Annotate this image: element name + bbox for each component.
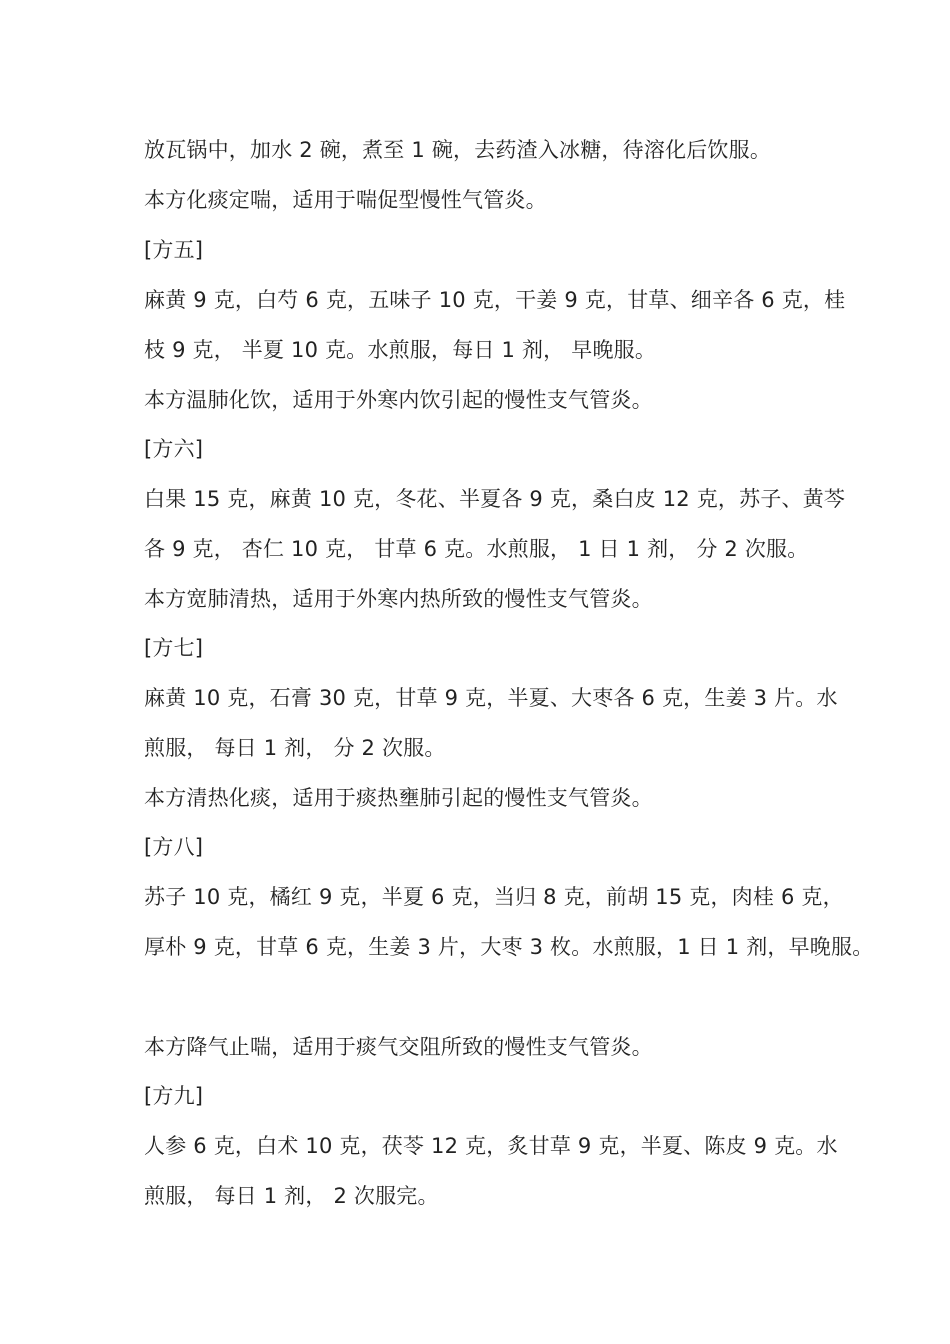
text-line: 煎服， 每日 1 剂， 2 次服完。 (144, 1184, 439, 1208)
text-line: 本方化痰定喘，适用于喘促型慢性气管炎。 (144, 188, 547, 212)
text-line: 人参 6 克，白术 10 克，茯苓 12 克，炙甘草 9 克，半夏、陈皮 9 克。水 (144, 1134, 838, 1158)
section-heading: [方五] (144, 238, 204, 262)
section-heading: [方六] (144, 437, 204, 461)
text-line: 白果 15 克，麻黄 10 克，冬花、半夏各 9 克，桑白皮 12 克，苏子、黄芩 (144, 487, 846, 511)
section-heading: [方七] (144, 636, 204, 660)
text-line: 苏子 10 克，橘红 9 克，半夏 6 克，当归 8 克，前胡 15 克，肉桂 6 克， (144, 885, 844, 909)
text-line: 本方宽肺清热，适用于外寒内热所致的慢性支气管炎。 (144, 587, 653, 611)
text-line: 枝 9 克， 半夏 10 克。水煎服，每日 1 剂， 早晚服。 (144, 338, 657, 362)
section-heading: [方九] (144, 1084, 204, 1108)
text-line: 各 9 克， 杏仁 10 克， 甘草 6 克。水煎服， 1 日 1 剂， 分 2 次服。 (144, 537, 809, 561)
text-line: 本方降气止喘，适用于痰气交阻所致的慢性支气管炎。 (144, 1035, 653, 1059)
text-line: 本方温肺化饮，适用于外寒内饮引起的慢性支气管炎。 (144, 388, 653, 412)
text-line: 厚朴 9 克，甘草 6 克，生姜 3 片，大枣 3 枚。水煎服，1 日 1 剂，早晚服。 (144, 935, 874, 959)
text-line: 本方清热化痰，适用于痰热壅肺引起的慢性支气管炎。 (144, 786, 653, 810)
text-line: 放瓦锅中，加水 2 碗，煮至 1 碗，去药渣入冰糖，待溶化后饮服。 (144, 138, 772, 162)
section-heading: [方八] (144, 835, 204, 859)
text-line: 麻黄 10 克，石膏 30 克，甘草 9 克，半夏、大枣各 6 克，生姜 3 片。水 (144, 686, 838, 710)
text-line: 煎服， 每日 1 剂， 分 2 次服。 (144, 736, 446, 760)
text-line: 麻黄 9 克，白芍 6 克，五味子 10 克，干姜 9 克，甘草、细辛各 6 克，桂 (144, 288, 846, 312)
